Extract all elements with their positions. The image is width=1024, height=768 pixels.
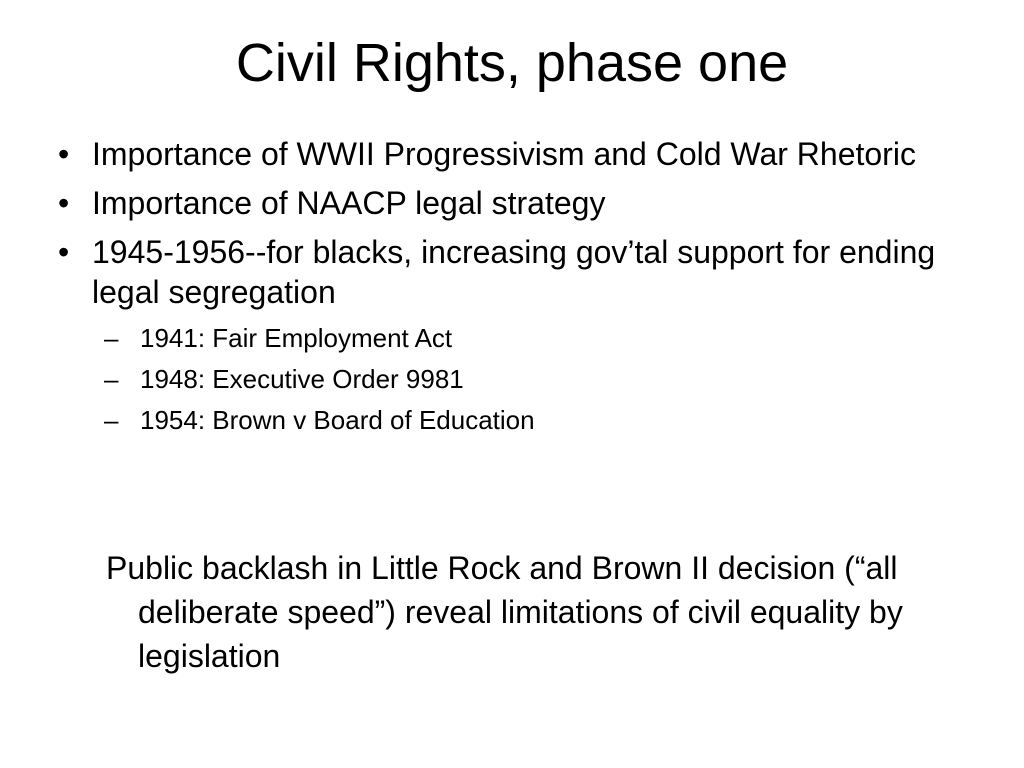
sub-bullet-item (104, 321, 938, 355)
sub-list-container (58, 321, 938, 437)
bullet-marker: • (58, 185, 70, 221)
bullet-item (58, 232, 938, 312)
sub-bullet-marker: – (104, 405, 119, 435)
sub-bullet-text: 1941: Fair Employment Act (140, 323, 453, 353)
slide-title: Civil Rights, phase one (235, 33, 789, 93)
sub-bullet-item (104, 403, 938, 437)
sub-bullet-text: 1954: Brown v Board of Education (140, 405, 535, 435)
closing-paragraph: Public backlash in Little Rock and Brown II decision (“all deliberate speed”) reveal limitations of civil equality by legislation (106, 550, 903, 674)
sub-bullet-marker: – (104, 323, 119, 353)
bullet-marker: • (58, 234, 70, 270)
sub-bullet-marker: – (104, 364, 119, 394)
bullet-item (58, 134, 938, 174)
bullet-item (58, 183, 938, 223)
bullet-list (58, 134, 938, 444)
bullet-text: Importance of NAACP legal strategy (92, 185, 606, 221)
sub-bullet-text: 1948: Executive Order 9981 (140, 364, 464, 394)
sub-bullet-list (104, 321, 938, 437)
bullet-text: Importance of WWII Progressivism and Cold War Rhetoric (92, 136, 916, 172)
bullet-marker: • (58, 136, 70, 172)
sub-bullet-item (104, 362, 938, 396)
bullet-text: 1945-1956--for blacks, increasing gov’tal support for ending legal segregation (92, 234, 936, 310)
